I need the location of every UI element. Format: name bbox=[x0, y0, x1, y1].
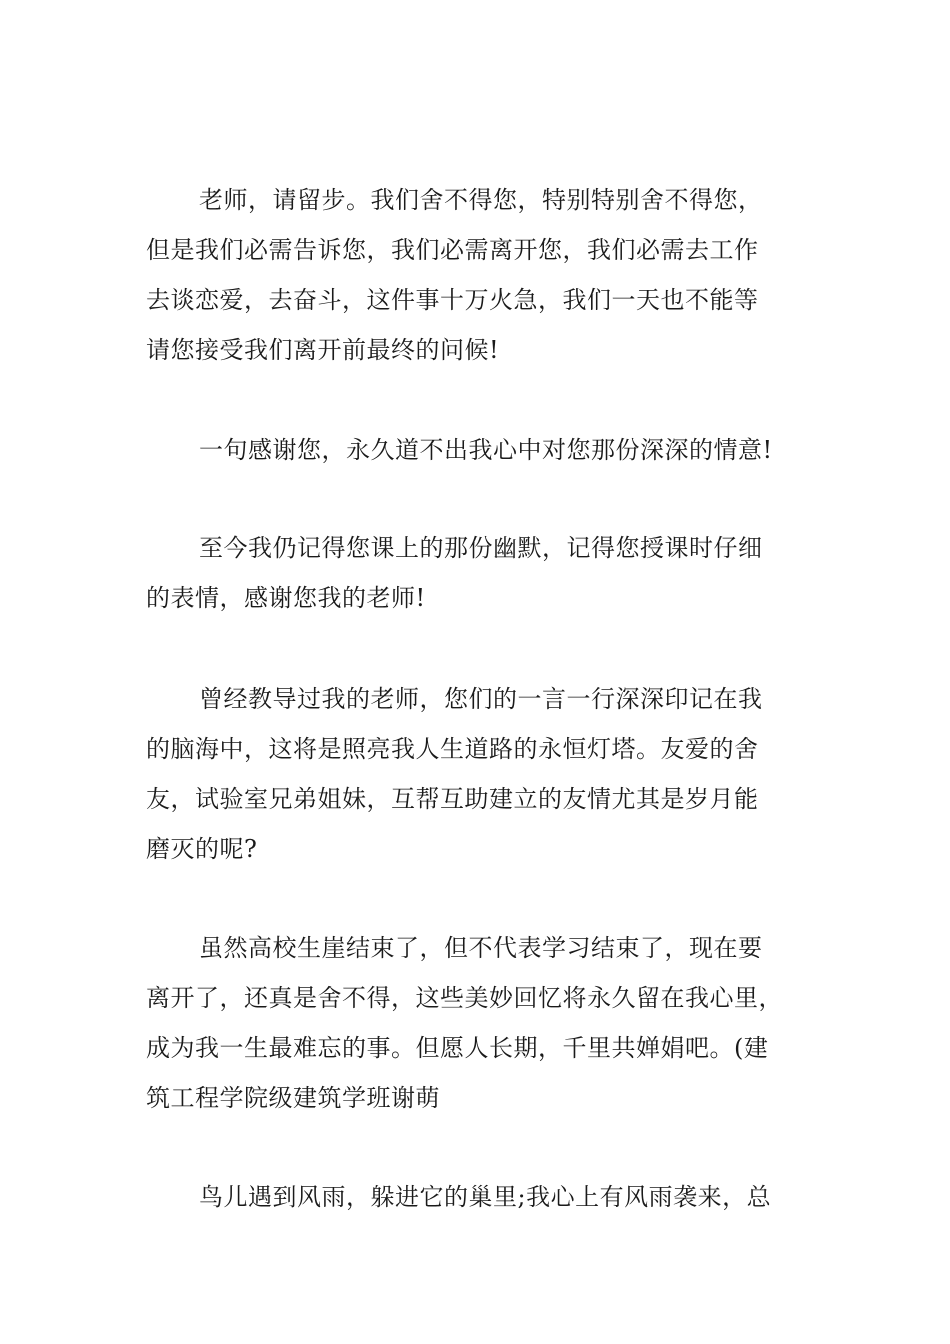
paragraph-1 bbox=[146, 175, 806, 375]
text-line: 成为我一生最难忘的事。但愿人长期，千里共婵娟吧。(建 bbox=[146, 1034, 769, 1062]
text-line: 老师，请留步。我们舍不得您，特别特别舍不得您， bbox=[199, 186, 763, 214]
text-line: 一句感谢您，永久道不出我心中对您那份深深的情意! bbox=[199, 436, 773, 464]
text-line: 虽然高校生崖结束了，但不代表学习结束了，现在要 bbox=[199, 934, 763, 962]
paragraph-2 bbox=[146, 425, 806, 475]
text-line: 去谈恋爱，去奋斗，这件事十万火急，我们一天也不能等 bbox=[146, 286, 759, 314]
paragraph-4 bbox=[146, 674, 806, 874]
text-line: 鸟儿遇到风雨，躲进它的巢里;我心上有风雨袭来，总 bbox=[199, 1183, 772, 1211]
text-line: 友，试验室兄弟姐妹，互帮互助建立的友情尤其是岁月能 bbox=[146, 785, 759, 813]
text-line: 曾经教导过我的老师，您们的一言一行深深印记在我 bbox=[199, 685, 763, 713]
paragraph-3 bbox=[146, 523, 806, 623]
paragraph-6 bbox=[146, 1172, 806, 1222]
text-line: 离开了，还真是舍不得，这些美妙回忆将永久留在我心里， bbox=[146, 984, 783, 1012]
text-line: 磨灭的呢? bbox=[146, 835, 258, 863]
text-line: 的脑海中，这将是照亮我人生道路的永恒灯塔。友爱的舍 bbox=[146, 735, 759, 763]
text-line: 至今我仍记得您课上的那份幽默，记得您授课时仔细 bbox=[199, 534, 763, 562]
paragraph-5 bbox=[146, 923, 806, 1123]
text-line: 请您接受我们离开前最终的问候! bbox=[146, 336, 500, 364]
text-line: 筑工程学院级建筑学班谢萌 bbox=[146, 1084, 440, 1112]
text-line: 但是我们必需告诉您，我们必需离开您，我们必需去工作 bbox=[146, 236, 759, 264]
text-line: 的表情，感谢您我的老师! bbox=[146, 584, 426, 612]
